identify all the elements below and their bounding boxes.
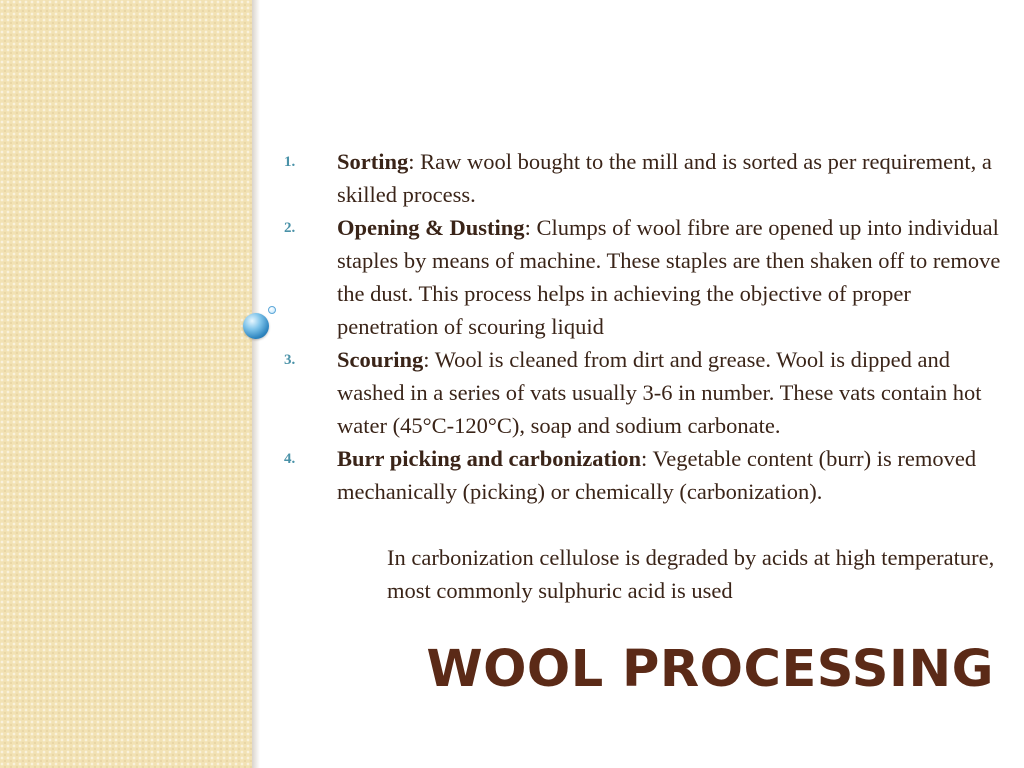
blue-orb-icon bbox=[243, 313, 269, 339]
list-number: 1. bbox=[284, 154, 296, 170]
list-item bbox=[284, 343, 1004, 442]
step-separator: : bbox=[641, 446, 648, 471]
step-term: Opening & Dusting bbox=[337, 215, 525, 240]
step-term: Sorting bbox=[337, 149, 409, 174]
small-orb-icon bbox=[268, 306, 276, 314]
list-number: 4. bbox=[284, 451, 296, 467]
list-number: 2. bbox=[284, 220, 296, 236]
step-separator: : bbox=[423, 347, 430, 372]
step-term: Scouring bbox=[337, 347, 424, 372]
list-item bbox=[284, 145, 1004, 211]
list-number: 3. bbox=[284, 352, 296, 368]
decorative-side-panel bbox=[0, 0, 252, 768]
step-separator: : bbox=[524, 215, 531, 240]
step-description: Raw wool bought to the mill and is sorted as per requirement, a skilled process. bbox=[337, 149, 992, 207]
step-description: Vegetable content (burr) is removed mechanically (picking) or chemically (carbonization). bbox=[337, 446, 977, 504]
slide-body bbox=[284, 145, 1004, 607]
carbonization-note: In carbonization cellulose is degraded by acids at high temperature, most commonly sulphuric acid is used bbox=[387, 545, 995, 603]
step-term: Burr picking and carbonization bbox=[337, 446, 642, 471]
side-panel-shadow bbox=[252, 0, 260, 768]
step-separator: : bbox=[408, 149, 415, 174]
slide-title: WOOL PROCESSING bbox=[426, 640, 994, 699]
step-description: Wool is cleaned from dirt and grease. Wool is dipped and washed in a series of vats usually 3-6 in number. These vats contain hot water (45°C-120°C), soap and sodium carbonate. bbox=[337, 347, 982, 438]
list-item bbox=[284, 211, 1004, 343]
list-item bbox=[284, 442, 1004, 508]
process-steps-list bbox=[284, 145, 1004, 508]
step-description: Clumps of wool fibre are opened up into individual staples by means of machine. These staples are then shaken off to remove the dust. This process helps in achieving the objective of proper penetration of scouring liquid bbox=[337, 215, 1001, 339]
